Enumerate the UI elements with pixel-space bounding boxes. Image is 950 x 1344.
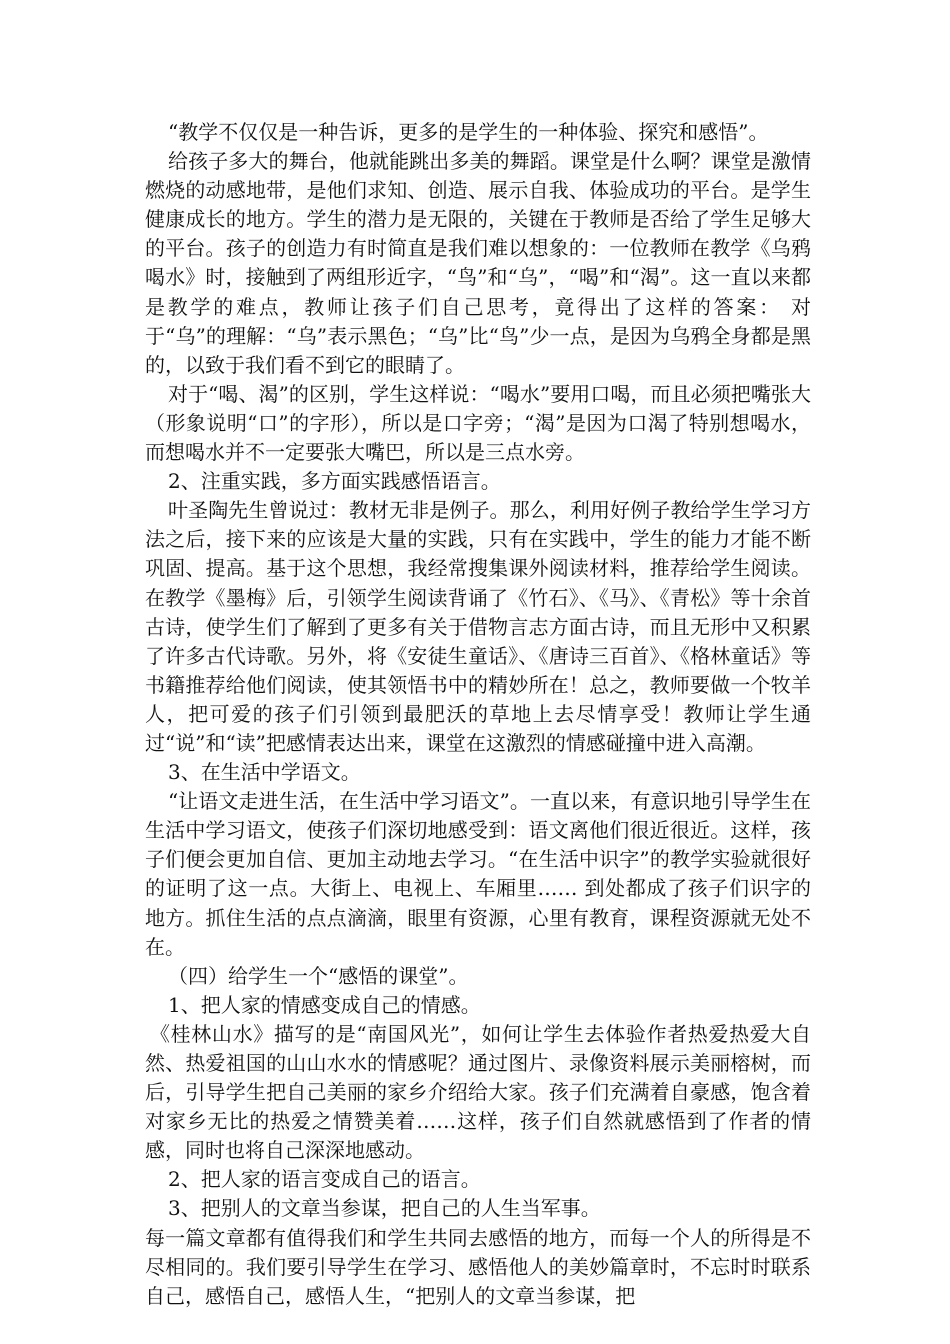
paragraph: 2、注重实践，多方面实践感悟语言。 [168,469,501,494]
paragraph: 叶圣陶先生曾说过：教材无非是例子。那么，利用好例子教给学生学习方法之后，接下来的应该是大量的实践，只有在实践中，学生的能力才能不断巩固、提高。基于这个思想，我经常搜集课外阅读材料，推荐给学生阅读。在教学《墨梅》后，引领学生阅读背诵了《竹石》、《马》、《青松》等十余首古诗，使学生们了解到了更多有关于借物言志方面古诗，而且无形中又积累了许多古代诗歌。另外，将《安徒生童话》、《唐诗三百首》、《格林童话》等书籍推荐给他们阅读，使其领悟书中的精妙所在！总之，教师要做一个牧羊人，把可爱的孩子们引领到最肥沃的草地上去尽情享受！教师让学生通过“说”和“读”把感情表达出来，课堂在这激烈的情感碰撞中进入高潮。 [145,498,811,755]
paragraph: “让语文走进生活，在生活中学习语文”。一直以来，有意识地引导学生在生活中学习语文，使孩子们深切地感受到：语文离他们很近很近。这样，孩子们便会更加自信、更加主动地去学习。“在生活中识字”的教学实验就很好的证明了这一点。大街上、电视上、车厢里…… 到处都成了孩子们识字的地方。抓住生活的点点滴滴，眼里有资源，心里有教育，课程资源就无处不在。 [145,789,811,959]
paragraph: 《桂林山水》描写的是“南国风光”，如何让学生去体验作者热爱热爱大自然、热爱祖国的山山水水的情感呢？通过图片、录像资料展示美丽榕树，而后，引导学生把自己美丽的家乡介绍给大家。孩子们充满着自豪感，饱含着对家乡无比的热爱之情赞美着……这样，孩子们自然就感悟到了作者的情感，同时也将自己深深地感动。 [145,1021,811,1163]
paragraph: 2、把人家的语言变成自己的语言。 [168,1167,481,1192]
paragraph: “教学不仅仅是一种告诉，更多的是学生的一种体验、探究和感悟”。 [168,120,769,144]
document-page [145,118,811,1311]
paragraph: 对于“喝、渴”的区别，学生这样说：“喝水”要用口喝，而且必须把嘴张大（形象说明“口”的字形），所以是口字旁；“渴”是因为口渴了特别想喝水，而想喝水并不一定要张大嘴巴，所以是三点水旁。 [145,381,811,465]
paragraph: 3、在生活中学语文。 [168,760,361,785]
paragraph: 每一篇文章都有值得我们和学生共同去感悟的地方，而每一个人的所得是不尽相同的。我们要引导学生在学习、感悟他人的美妙篇章时，不忘时时联系自己，感悟自己，感悟人生，“把别人的文章当参谋，把 [145,1225,811,1308]
paragraph: 3、把别人的文章当参谋，把自己的人生当军事。 [168,1196,601,1221]
paragraph: 1、把人家的情感变成自己的情感。 [168,992,481,1017]
paragraph: 给孩子多大的舞台，他就能跳出多美的舞蹈。课堂是什么啊？课堂是激情燃烧的动感地带，是他们求知、创造、展示自我、体验成功的平台。是学生健康成长的地方。学生的潜力是无限的，关键在于教师是否给了学生足够大的平台。孩子的创造力有时简直是我们难以想象的：一位教师在教学《乌鸦喝水》时，接触到了两组形近字，“鸟”和“乌”，“喝”和“渴”。这一直以来都是教学的难点，教师让孩子们自己思考，竟得出了这样的答案： 对于“乌”的理解：“乌”表示黑色；“乌”比“鸟”少一点，是因为乌鸦全身都是黑的，以致于我们看不到它的眼睛了。 [145,149,811,377]
paragraph: （四）给学生一个“感悟的课堂”。 [168,963,469,988]
